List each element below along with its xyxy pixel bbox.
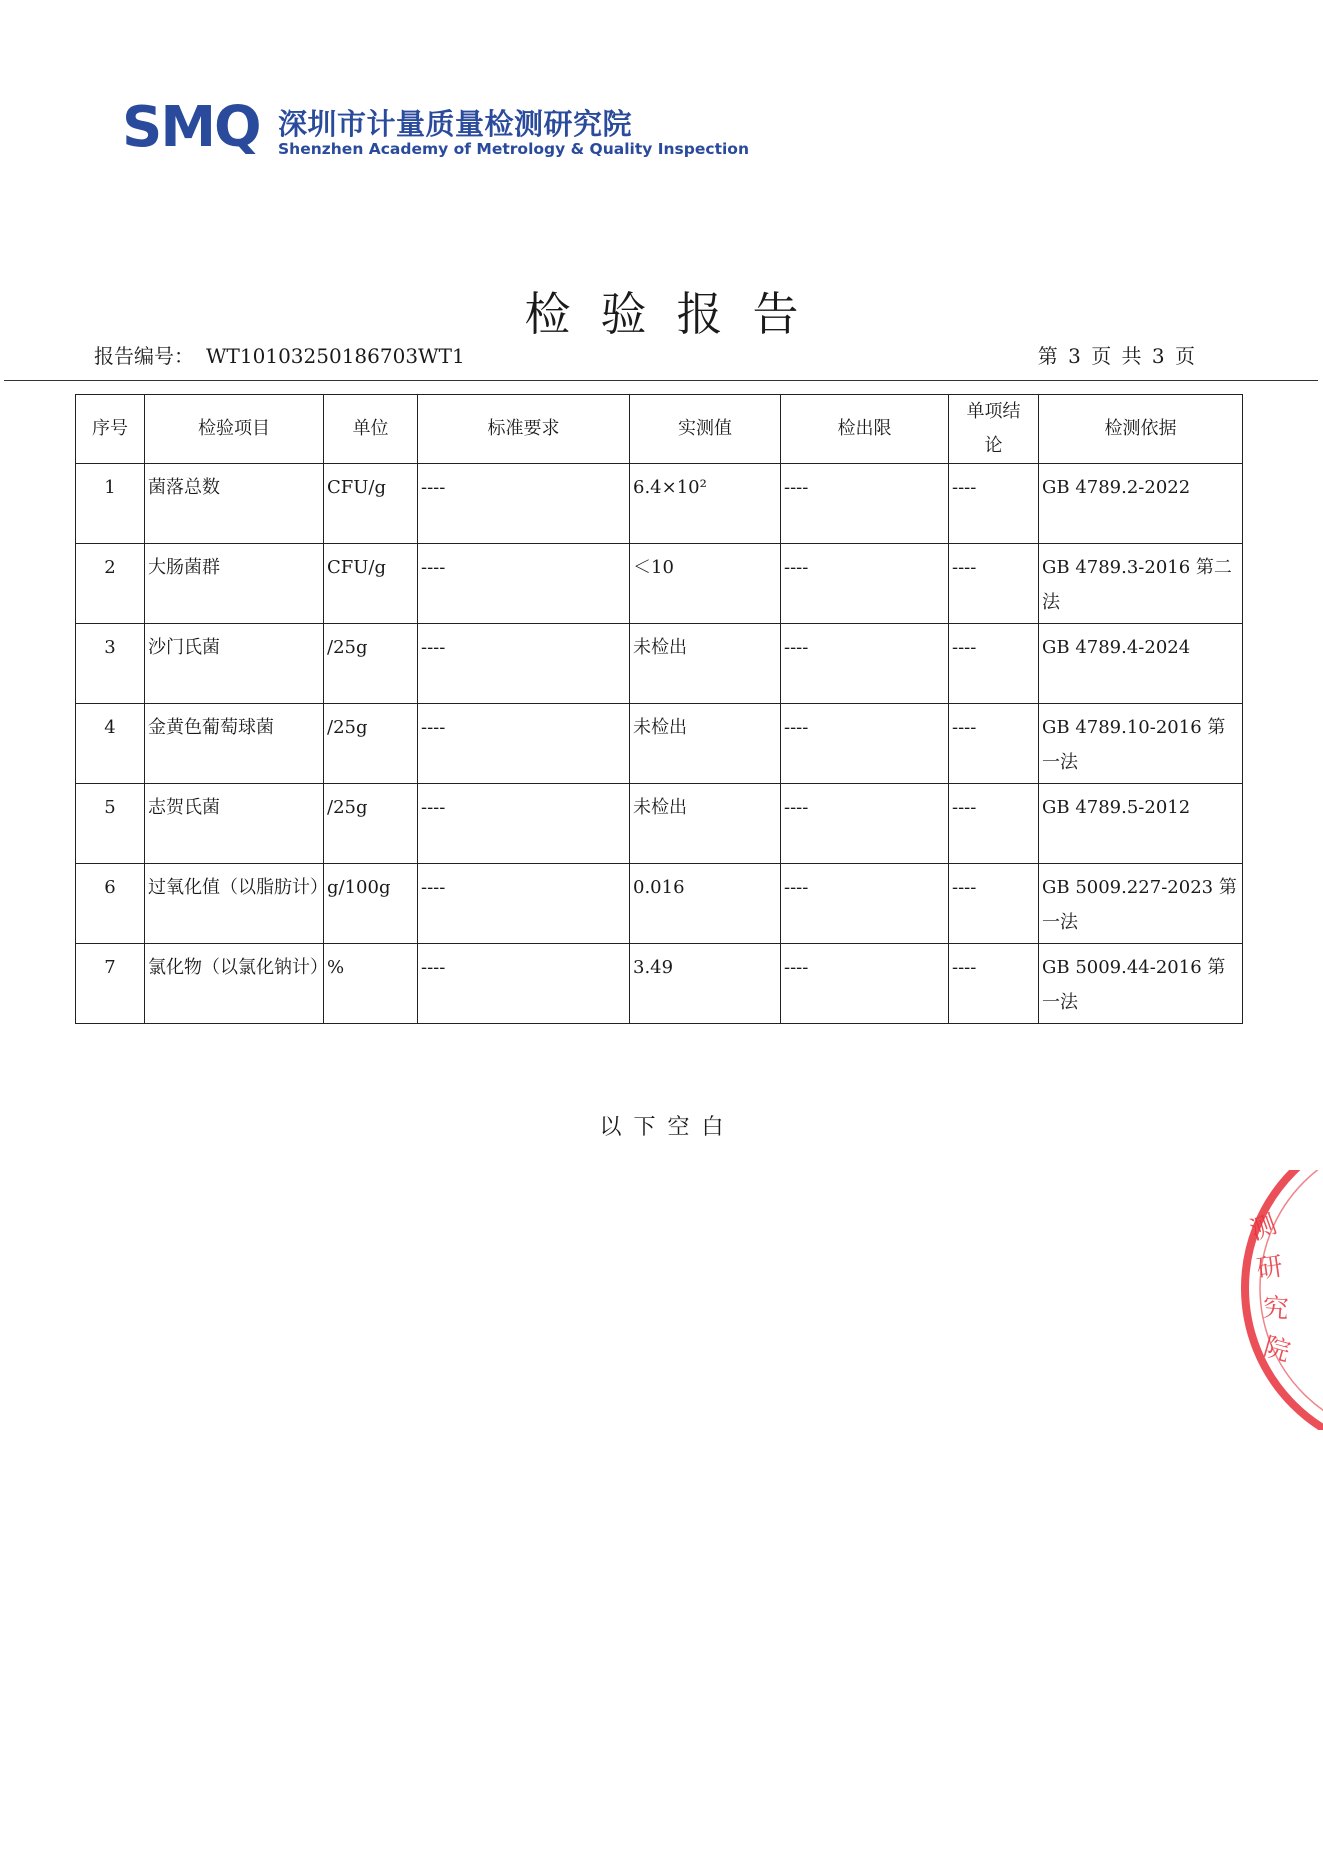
cell-requirement: ---- — [418, 624, 630, 704]
cell-seq: 7 — [76, 944, 145, 1024]
cell-detection-limit: ---- — [781, 464, 949, 544]
cell-item: 沙门氏菌 — [145, 624, 324, 704]
col-header-seq: 序号 — [76, 395, 145, 464]
cell-item: 金黄色葡萄球菌 — [145, 704, 324, 784]
cell-measured: 3.49 — [630, 944, 781, 1024]
cell-measured: 未检出 — [630, 704, 781, 784]
svg-text:研: 研 — [1254, 1251, 1285, 1285]
cell-measured: 6.4×10² — [630, 464, 781, 544]
cell-measured: 未检出 — [630, 784, 781, 864]
cell-basis: GB 4789.4-2024 — [1039, 624, 1243, 704]
cell-basis: GB 4789.5-2012 — [1039, 784, 1243, 864]
cell-item: 大肠菌群 — [145, 544, 324, 624]
cell-conclusion: ---- — [949, 944, 1039, 1024]
table-row — [76, 704, 1243, 784]
table-row — [76, 864, 1243, 944]
col-header-measured: 实测值 — [630, 395, 781, 464]
cell-requirement: ---- — [418, 704, 630, 784]
table-row — [76, 544, 1243, 624]
cell-measured: 0.016 — [630, 864, 781, 944]
cell-unit: CFU/g — [324, 464, 418, 544]
cell-basis: GB 5009.227-2023 第一法 — [1039, 864, 1243, 944]
report-number — [94, 340, 465, 369]
cell-detection-limit: ---- — [781, 864, 949, 944]
page-indicator: 第 3 页 共 3 页 — [1037, 344, 1195, 368]
cell-detection-limit: ---- — [781, 704, 949, 784]
logo-mark: SMQ — [122, 95, 260, 160]
cell-conclusion: ---- — [949, 544, 1039, 624]
col-header-conclusion: 单项结论 — [949, 395, 1039, 464]
results-table — [75, 394, 1243, 1024]
cell-conclusion: ---- — [949, 704, 1039, 784]
cell-detection-limit: ---- — [781, 784, 949, 864]
cell-basis: GB 4789.3-2016 第二法 — [1039, 544, 1243, 624]
cell-item: 过氧化值（以脂肪计） — [145, 864, 324, 944]
cell-detection-limit: ---- — [781, 944, 949, 1024]
cell-seq: 6 — [76, 864, 145, 944]
svg-text:测: 测 — [1246, 1209, 1281, 1247]
cell-basis: GB 4789.2-2022 — [1039, 464, 1243, 544]
cell-item: 志贺氏菌 — [145, 784, 324, 864]
cell-seq: 4 — [76, 704, 145, 784]
cell-detection-limit: ---- — [781, 624, 949, 704]
cell-requirement: ---- — [418, 784, 630, 864]
cell-conclusion: ---- — [949, 464, 1039, 544]
cell-basis: GB 5009.44-2016 第一法 — [1039, 944, 1243, 1024]
cell-seq: 3 — [76, 624, 145, 704]
cell-conclusion: ---- — [949, 624, 1039, 704]
col-header-unit: 单位 — [324, 395, 418, 464]
svg-text:院: 院 — [1260, 1331, 1294, 1368]
table-row — [76, 784, 1243, 864]
col-header-requirement: 标准要求 — [418, 395, 630, 464]
report-title: 检验报告 — [524, 287, 829, 341]
table-row — [76, 464, 1243, 544]
cell-detection-limit: ---- — [781, 544, 949, 624]
cell-unit: % — [324, 944, 418, 1024]
col-header-basis: 检测依据 — [1039, 395, 1243, 464]
table-header-row — [76, 395, 1243, 464]
cell-unit: g/100g — [324, 864, 418, 944]
org-name-cn: 深圳市计量质量检测研究院 — [278, 107, 633, 141]
cell-measured: ＜10 — [630, 544, 781, 624]
cell-unit: /25g — [324, 704, 418, 784]
cell-requirement: ---- — [418, 464, 630, 544]
svg-text:究: 究 — [1261, 1293, 1290, 1325]
report-number-value: WT10103250186703WT1 — [206, 344, 465, 368]
cell-measured: 未检出 — [630, 624, 781, 704]
report-number-label: 报告编号： — [94, 344, 194, 368]
cell-conclusion: ---- — [949, 864, 1039, 944]
blank-below-note: 以下空白 — [599, 1115, 736, 1140]
cell-unit: /25g — [324, 624, 418, 704]
cell-unit: /25g — [324, 784, 418, 864]
cell-conclusion: ---- — [949, 784, 1039, 864]
cell-seq: 5 — [76, 784, 145, 864]
cell-item: 菌落总数 — [145, 464, 324, 544]
col-header-item: 检验项目 — [145, 395, 324, 464]
seal-graphic — [1240, 1170, 1323, 1430]
table-row — [76, 624, 1243, 704]
header-divider — [4, 380, 1318, 381]
cell-seq: 1 — [76, 464, 145, 544]
table-row — [76, 944, 1243, 1024]
cell-unit: CFU/g — [324, 544, 418, 624]
cell-seq: 2 — [76, 544, 145, 624]
cell-basis: GB 4789.10-2016 第一法 — [1039, 704, 1243, 784]
cell-requirement: ---- — [418, 544, 630, 624]
col-header-detection-limit: 检出限 — [781, 395, 949, 464]
cell-requirement: ---- — [418, 864, 630, 944]
cell-item: 氯化物（以氯化钠计） — [145, 944, 324, 1024]
official-seal — [1240, 1170, 1323, 1430]
cell-requirement: ---- — [418, 944, 630, 1024]
org-name-en: Shenzhen Academy of Metrology & Quality Inspection — [278, 140, 749, 158]
